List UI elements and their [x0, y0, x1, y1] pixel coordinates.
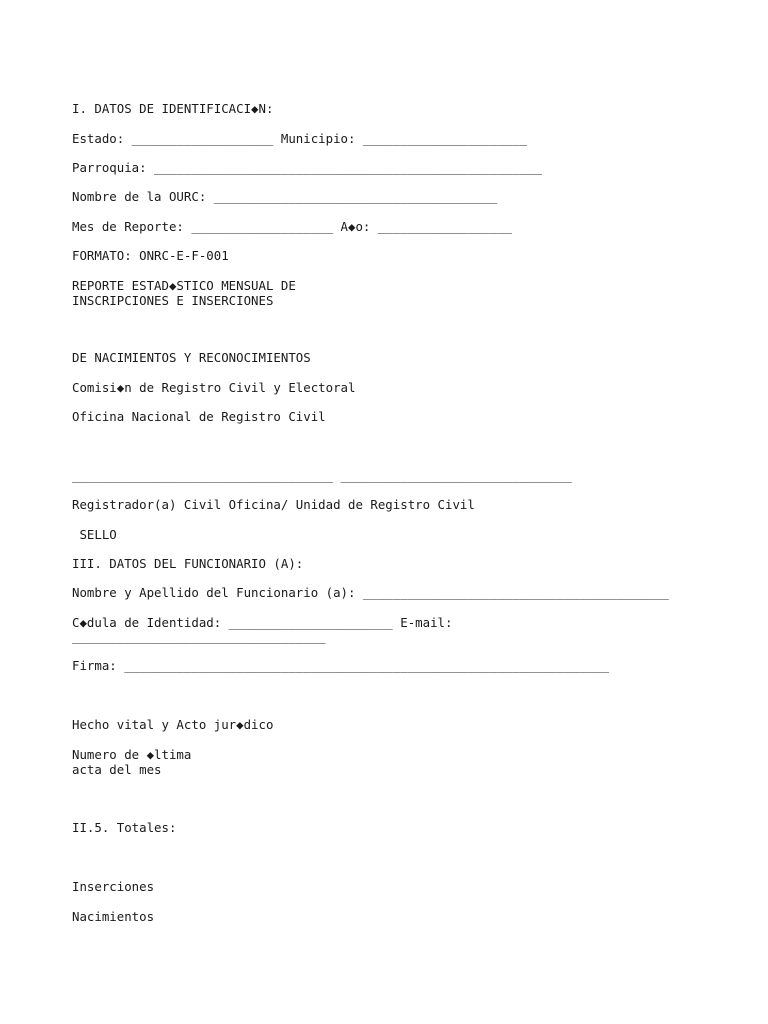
- formato-code: FORMATO: ONRC-E-F-001: [72, 248, 229, 263]
- sello-label: SELLO: [72, 527, 117, 542]
- reporte-title-line-1: REPORTE ESTAD◆STICO MENSUAL DE: [72, 278, 296, 293]
- reporte-title-line-2: INSCRIPCIONES E INSERCIONES: [72, 293, 274, 308]
- nacimientos-label: Nacimientos: [72, 909, 155, 924]
- section-3-heading: III. DATOS DEL FUNCIONARIO (A):: [72, 556, 304, 571]
- nombre-funcionario-field: Nombre y Apellido del Funcionario (a): _________________________________________: [72, 585, 669, 600]
- cedula-email-field: C◆dula de Identidad: ______________________ E-mail:: [72, 615, 453, 630]
- nombre-ourc-field: Nombre de la OURC: ______________________________________: [72, 189, 498, 204]
- firma-field: Firma: _________________________________________________________________: [72, 658, 610, 673]
- signature-lines: ___________________________________ _______________________________: [72, 468, 572, 483]
- totales-label: II.5. Totales:: [72, 820, 177, 835]
- numero-ultima-line-1: Numero de ◆ltima: [72, 747, 192, 762]
- registrador-label: Registrador(a) Civil Oficina/ Unidad de Registro Civil: [72, 497, 475, 512]
- mes-reporte-field: Mes de Reporte: ___________________ A◆o: __________________: [72, 219, 513, 234]
- numero-ultima-line-2: acta del mes: [72, 762, 162, 777]
- oficina-nacional-label: Oficina Nacional de Registro Civil: [72, 409, 326, 424]
- estado-municipio-field: Estado: ___________________ Municipio: ______________________: [72, 131, 528, 146]
- section-1-heading: I. DATOS DE IDENTIFICACI◆N:: [72, 101, 274, 116]
- hecho-vital-label: Hecho vital y Acto jur◆dico: [72, 717, 274, 732]
- inserciones-label: Inserciones: [72, 879, 155, 894]
- comision-label: Comisi◆n de Registro Civil y Electoral: [72, 380, 356, 395]
- parroquia-field: Parroquia: ____________________________________________________: [72, 160, 542, 175]
- nacimientos-title: DE NACIMIENTOS Y RECONOCIMIENTOS: [72, 350, 311, 365]
- email-line: __________________________________: [72, 629, 326, 644]
